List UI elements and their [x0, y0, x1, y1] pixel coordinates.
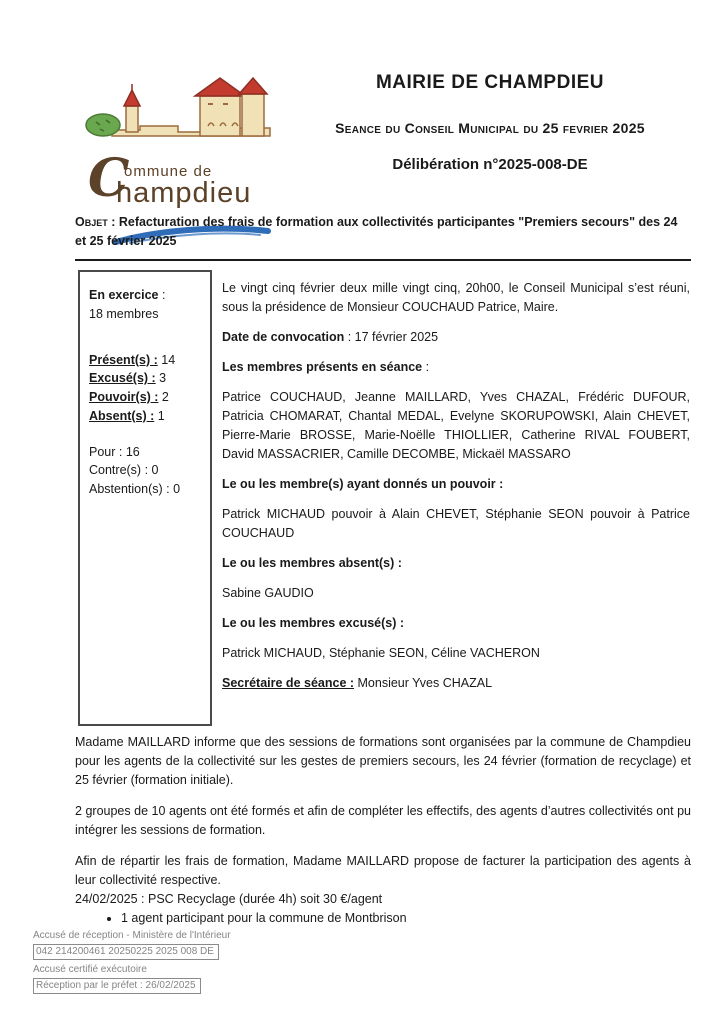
participants-list — [75, 909, 691, 928]
session-details — [222, 279, 690, 704]
objet-text: : Refacturation des frais de formation aux collectivités participantes "Premiers secours" des 24 et 25 février 2025 — [75, 215, 678, 249]
session-subtitle: Seance du Conseil Municipal du 25 fevrier 2025 — [335, 120, 645, 136]
absent-heading: Le ou les membres absent(s) : — [222, 556, 402, 570]
logo-line1: ommune de — [124, 163, 213, 180]
body-paragraph-4: 24/02/2025 : PSC Recyclage (durée 4h) soit 30 €/agent — [75, 892, 383, 906]
attendance-row-excuses: Excusé(s) : 3 — [89, 371, 167, 386]
vote-contre: Contre(s) : 0 — [89, 463, 159, 478]
prefecture-stamps — [33, 929, 231, 997]
body-paragraph-2: 2 groupes de 10 agents ont été formés et afin de compléter les effectifs, des agents d’autres collectivités ont pu intégrer les sessions de formation. — [75, 804, 691, 837]
attendance-row-pouvoirs: Pouvoir(s) : 2 — [89, 390, 169, 404]
deliberation-number: Délibération n°2025-008-DE — [392, 156, 588, 173]
objet-heading — [75, 213, 691, 261]
objet-label: Objet — [75, 215, 108, 229]
session-intro: Le vingt cinq février deux mille vingt cinq, 20h00, le Conseil Municipal s’est réuni, sous la présidence de Monsieur COUCHAUD Patrice, Maire. — [222, 281, 690, 314]
attendance-box — [78, 270, 212, 726]
body-paragraph-1: Madame MAILLARD informe que des sessions de formations sont organisées par la commune de Champdieu pour les agents de la collectivité sur les gestes de premiers secours, les 24 février (formation de recyclage) et 25 février (formation initiale). — [75, 735, 691, 787]
stamp-executoire-label: Accusé certifié exécutoire — [33, 964, 147, 975]
document-header — [290, 72, 690, 173]
stamp-reference-number: 042 214200461 20250225 2025 008 DE — [33, 944, 219, 960]
en-exercice-line: En exercice : — [89, 288, 166, 302]
attendance-row-absents: Absent(s) : 1 — [89, 408, 165, 423]
excuse-heading: Le ou les membres excusé(s) : — [222, 616, 405, 630]
vote-abstention: Abstention(s) : 0 — [89, 482, 181, 496]
secretaire-line: Secrétaire de séance : Monsieur Yves CHAZAL — [222, 676, 493, 690]
list-item: • 1 agent participant pour la commune de Montbrison — [121, 909, 691, 928]
convocation-line: Date de convocation : 17 février 2025 — [222, 330, 439, 344]
logo-initial: C — [88, 148, 130, 209]
stamp-prefet-date: Réception par le préfet : 26/02/2025 — [33, 978, 201, 994]
body-paragraph-3: Afin de répartir les frais de formation, Madame MAILLARD propose de facturer la participation des agents à leur collectivité respective. — [75, 854, 691, 887]
en-exercice-value: 18 membres — [89, 306, 159, 321]
excuse-names: Patrick MICHAUD, Stéphanie SEON, Céline VACHERON — [222, 646, 540, 660]
vote-pour: Pour : 16 — [89, 444, 140, 459]
stamp-reception-label: Accusé de réception - Ministère de l'Intérieur — [33, 930, 231, 941]
attendance-row-presents: Présent(s) : 14 — [89, 352, 176, 367]
logo-line2: hampdieu — [116, 177, 252, 209]
presents-names: Patrice COUCHAUD, Jeanne MAILLARD, Yves CHAZAL, Frédéric DUFOUR, Patricia CHOMARAT, Chantal MEDAL, Evelyne SKORUPOWSKI, Alain CHEVET, Pierre-Marie BROSSE, Marie-Noëlle THIOLLIER, Catherine RIVAL FOUBERT, David MASSACRIER, Camille DECOMBE, Mickaël MASSARO — [222, 390, 690, 461]
pouvoir-names: Patrick MICHAUD pouvoir à Alain CHEVET, Stéphanie SEON pouvoir à Patrice COUCHAUD — [222, 507, 690, 540]
page-title: MAIRIE DE CHAMPDIEU — [375, 72, 604, 93]
pouvoir-heading: Le ou les membre(s) ayant donnés un pouvoir : — [222, 477, 504, 491]
absent-names: Sabine GAUDIO — [222, 586, 314, 600]
deliberation-body — [75, 733, 691, 928]
presents-heading: Les membres présents en séance : — [222, 360, 430, 374]
